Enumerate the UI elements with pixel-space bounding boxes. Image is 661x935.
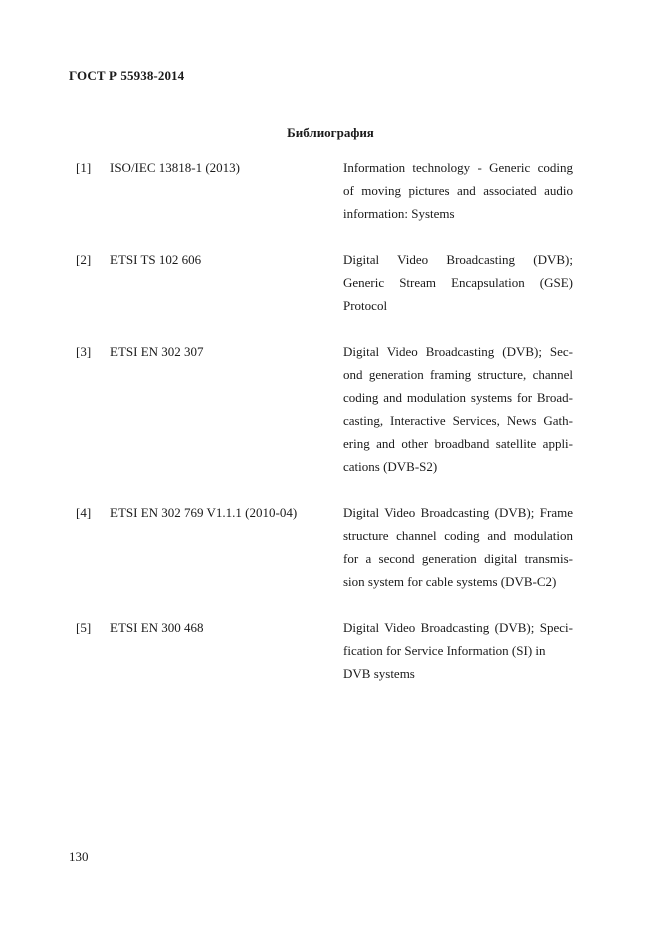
entry-description-line: for a second generation digital transmis- [343,551,573,566]
bibliography-heading [0,125,661,141]
document-standard-header: ГОСТ Р 55938-2014 [69,68,185,83]
entry-description-line: Digital Video Broadcasting (DVB); Sec- [343,344,573,359]
entry-standard-code: ETSI TS 102 606 [110,252,202,267]
entry-description-line: Digital Video Broadcasting (DVB); Speci- [343,620,573,635]
entry-description [343,501,573,593]
entry-number: [5] [76,620,92,635]
entry-description-line: information: Systems [343,206,455,221]
bibliography-entry [0,616,661,685]
entry-standard-code: ETSI EN 302 307 [110,344,204,359]
entry-number: [3] [76,344,92,359]
entry-description-line: cations (DVB-S2) [343,459,438,474]
bibliography-list [0,156,661,708]
entry-description-line: DVB systems [343,666,415,681]
entry-description [343,340,573,478]
entry-description-line: ond generation framing structure, channel [343,367,573,382]
entry-description-line: Digital Video Broadcasting (DVB); [343,252,573,267]
entry-description-line: Generic Stream Encapsulation (GSE) [343,275,573,290]
entry-standard-code: ISO/IEC 13818-1 (2013) [110,160,240,175]
entry-description [343,156,573,225]
entry-description-line: Digital Video Broadcasting (DVB); Frame [343,505,573,520]
entry-description-line: casting, Interactive Services, News Gath- [343,413,573,428]
entry-standard-code: ETSI EN 300 468 [110,620,204,635]
bibliography-entry [0,156,661,225]
entry-description-line: structure channel coding and modulation [343,528,573,543]
bibliography-entry [0,248,661,317]
bibliography-heading-text: Библиография [287,125,374,140]
entry-description-line: of moving pictures and associated audio [343,183,573,198]
entry-description [343,616,573,685]
entry-description-line: coding and modulation systems for Broad- [343,390,573,405]
entry-description [343,248,573,317]
entry-description-line: ering and other broadband satellite appli- [343,436,573,451]
entry-description-line: fication for Service Information (SI) in [343,643,546,658]
entry-description-line: Protocol [343,298,388,313]
entry-number: [2] [76,252,92,267]
entry-description-line: sion system for cable systems (DVB-C2) [343,574,557,589]
bibliography-entry [0,340,661,478]
entry-standard-code: ETSI EN 302 769 V1.1.1 (2010-04) [110,505,298,520]
entry-number: [1] [76,160,92,175]
bibliography-entry [0,501,661,593]
page-number: 130 [69,849,89,864]
entry-number: [4] [76,505,92,520]
entry-description-line: Information technology - Generic coding [343,160,573,175]
